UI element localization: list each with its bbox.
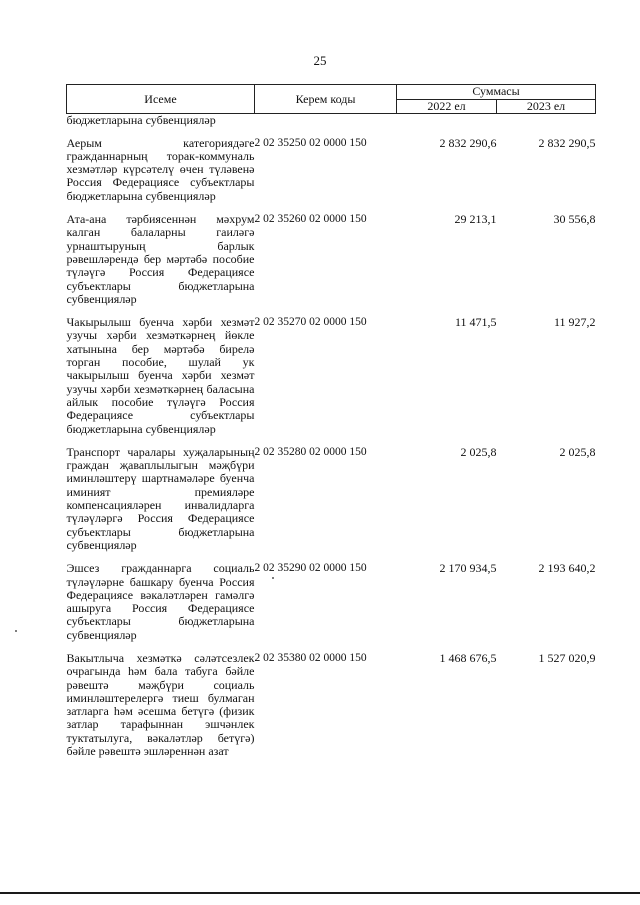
row-code: 2 02 35260 02 0000 150 [254,213,367,226]
row-code: 2 02 35270 02 0000 150 [254,316,367,329]
row-value-2023: 30 556,8 [553,212,596,227]
table-row [67,137,596,213]
page-number: 25 [313,53,327,68]
row-value-2022: 2 170 934,5 [439,561,497,576]
table-row [67,652,596,768]
row-value-2023: 11 927,2 [553,315,596,330]
header-code: Керем коды [255,85,397,114]
row-value-2022: 29 213,1 [454,212,497,227]
header-name: Исеме [67,85,255,114]
row-name: Ата-ана тәрбиясеннән мәхрум калган балаларны гаиләгә урнаштыруның барлык рәвешләрендә бер мәртәбә пособие түләүгә Россия Федерациясе субъектлары бюджетларына субвенцияләр [66,212,255,306]
continued-name-text: бюджетларына субвенцияләр [66,113,216,128]
row-name: Эшсез гражданнарга социаль түләүләрне башкару буенча Россия Федерациясе вәкаләтләрен гамәлгә ашыруга Россия Федерациясе субъектлары бюджетларына субвенцияләр [66,561,255,642]
row-value-2023: 2 193 640,2 [538,561,596,576]
table-row [67,213,596,316]
row-name: Вакытлыча хезмәткә сәләтсезлек очрагында һәм бала табуга бәйле рәвештә мәҗбүри социаль иминләштерелергә тиеш булмаган затларга һәм әсешма бетүгә (физик затлар тарафыннан эшчәнлек туктатылуга, вәкаләтләр бетүгә) бәйле рәвештә эшләреннән азат [66,650,255,759]
row-code: 2 02 35280 02 0000 150 [254,445,367,458]
row-value-2023: 2 832 290,5 [538,135,596,150]
header-year-2023: 2023 ел [497,100,596,114]
row-code: 2 02 35250 02 0000 150 [254,136,367,149]
budget-table [66,84,596,768]
header-year-2022: 2022 ел [397,100,497,114]
scan-speck [272,577,274,579]
header-amounts: Суммасы [397,85,596,100]
row-name: Чакырылыш буенча хәрби хезмәт узучы хәрби хезмәткәрнең йөкле хатынына бер мәртәбә бирелә торган пособие, шулай ук чакырылыш буенча хәрби хезмәт узучы хәрби хезмәткәрнең баласына айлык пособие түләүгә Россия Федерациясе субъектлары бюджетларына субвенцияләр [66,315,255,436]
row-value-2023: 1 527 020,9 [538,650,596,665]
row-code: 2 02 35290 02 0000 150 [254,562,367,575]
table-row [67,562,596,652]
row-value-2022: 11 471,5 [454,315,497,330]
scan-edge-line [0,892,640,894]
table-row [67,316,596,446]
table-row-continuation [67,114,596,137]
row-value-2022: 2 025,8 [460,444,497,459]
table-row [67,446,596,562]
row-code: 2 02 35380 02 0000 150 [254,651,367,664]
row-value-2022: 1 468 676,5 [439,650,497,665]
row-name: Аерым категориядәге гражданнарның торак-коммуналь хезмәтләр күрсәтелү өчен түләвенә Россия Федерациясе субъектлары бюджетларына субвенцияләр [66,135,255,203]
row-value-2023: 2 025,8 [559,444,596,459]
row-value-2022: 2 832 290,6 [439,135,497,150]
scan-speck [15,630,17,632]
row-name: Транспорт чаралары хуҗаларының граждан җаваплылыгын мәҗбүри иминләштерү шартнамәләре буенча иминият премияләре компенсацияләрен инвалидларга түләүләргә Россия Федерациясе субъектлары бюджетларына субвенцияләр [66,444,255,552]
